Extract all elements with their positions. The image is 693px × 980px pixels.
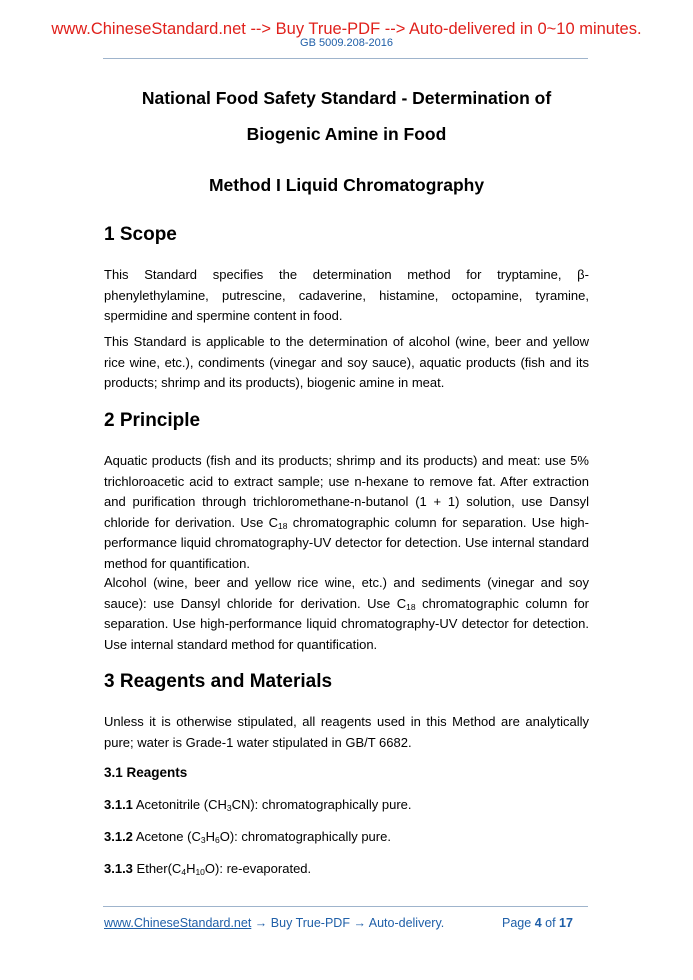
arrow-icon: → [254, 916, 268, 930]
section-heading-principle: 2 Principle [104, 410, 201, 431]
reagents-intro: Unless it is otherwise stipulated, all reagents used in this Method are analytically pure; water is Grade-1 water stipulated in GB/T 6682. [104, 714, 589, 750]
subsection-heading-reagents: 3.1 Reagents [104, 765, 188, 780]
document-title-line2: Biogenic Amine in Food [246, 124, 447, 144]
reagent-item: 3.1.3 $Ether(C_4H_{10}O)$: re-evaporated. [104, 861, 312, 877]
footer-delivery-text: Auto-delivery. [368, 916, 445, 930]
footer-buy-text: Buy True-PDF [270, 916, 350, 930]
page-number: 4 [534, 916, 542, 930]
footer-links [104, 916, 444, 930]
header-divider [103, 58, 588, 59]
arrow-icon: → [353, 916, 366, 930]
standard-code: GB 5009.208-2016 [300, 37, 393, 49]
page-indicator: Page 4 of 17 [502, 916, 573, 930]
method-title: Method I Liquid Chromatography [208, 175, 485, 195]
promo-banner[interactable]: www.ChineseStandard.net --> Buy True-PDF --> Auto-delivered in 0~10 minutes. [51, 20, 642, 38]
principle-paragraph-1: Aquatic products (fish and its products; shrimp and its products) and meat: use 5% trichloroacetic acid to extract sample; use n-hexane to remove fat. After extraction and purification through trichloromethane-n-butanol (1 + 1) solution, use Dansyl chloride for derivation. Use $C_{18}$ chromatographic column for separation. Use high-performance liquid chromatography-UV detector for detection. Use internal standard method for quantification. [104, 453, 589, 571]
page-total: 17 [559, 916, 573, 930]
document-title-line1: National Food Safety Standard - Determination of [141, 88, 552, 108]
reagent-item: 3.1.1 Acetonitrile $(CH_3CN)$: chromatographically pure. [104, 797, 412, 813]
section-heading-scope: 1 Scope [104, 224, 177, 245]
reagent-item: 3.1.2 Acetone $(C_3H_6O)$: chromatographically pure. [104, 829, 391, 845]
scope-paragraph-1: This Standard specifies the determination method for tryptamine, β-phenylethylamine, putrescine, cadaverine, histamine, octopamine, tyramine, spermidine and spermine content in food. [104, 267, 589, 323]
footer-divider [103, 906, 588, 907]
scope-paragraph-2: This Standard is applicable to the determination of alcohol (wine, beer and yellow rice wine, etc.), condiments (vinegar and soy sauce), aquatic products (fish and its products; shrimp and its products), biogenic amine in meat. [104, 334, 589, 390]
footer-site-link[interactable]: www.ChineseStandard.net [104, 916, 252, 930]
section-heading-reagents: 3 Reagents and Materials [104, 671, 333, 692]
principle-paragraph-2: Alcohol (wine, beer and yellow rice wine, etc.) and sediments (vinegar and soy sauce): use Dansyl chloride for derivation. Use $C_{18}$ chromatographic column for separation. Use high-performance liquid chromatography-UV detector for detection. Use internal standard method for quantification. [104, 575, 589, 652]
